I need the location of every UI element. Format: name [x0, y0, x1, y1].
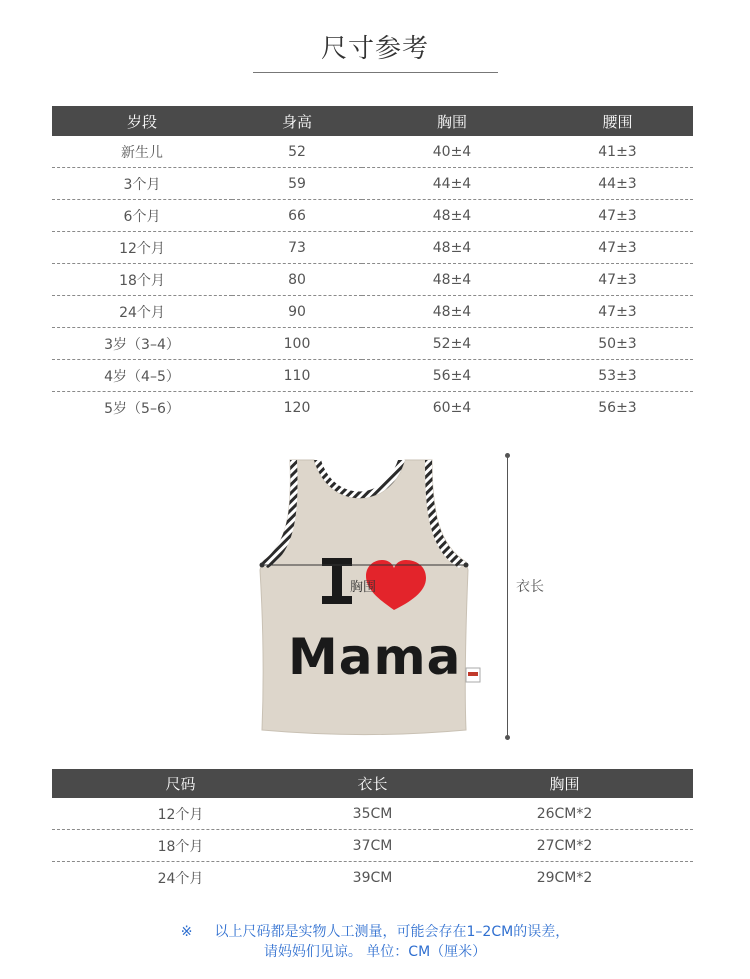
table-row [52, 200, 693, 232]
cell-chest: 48±4 [362, 264, 542, 296]
note-text-2: 请妈妈们见谅。 单位：CM（厘米） [263, 944, 487, 960]
garment-measure-table [52, 769, 693, 893]
cell-waist: 47±3 [542, 264, 693, 296]
table-row [52, 798, 693, 830]
table-row [52, 328, 693, 360]
cell-waist: 56±3 [598, 399, 637, 416]
length-measure-line [507, 455, 508, 737]
cell-waist: 50±3 [542, 328, 693, 360]
table-row [52, 360, 693, 392]
cell-waist: 41±3 [542, 136, 693, 168]
column-header-size: 尺码 [52, 769, 309, 798]
cell-chest: 48±4 [362, 296, 542, 328]
cell-age: 3岁（3–4） [52, 328, 232, 360]
cell-height: 66 [232, 200, 362, 232]
cell-chest: 26CM*2 [436, 798, 693, 830]
cell-size: 12个月 [52, 798, 309, 830]
cell-height: 90 [232, 296, 362, 328]
cell-age: 6个月 [52, 200, 232, 232]
cell-chest: 56±4 [362, 360, 542, 392]
cell-length: 35CM [309, 798, 436, 830]
measurement-note [0, 922, 750, 962]
cell-length: 37CM [309, 830, 436, 862]
print-word-mama: Mama [288, 628, 462, 686]
cell-chest: 60±4 [432, 399, 472, 416]
page-title: 尺寸参考 [320, 34, 429, 64]
cell-height: 73 [232, 232, 362, 264]
column-header-waist: 腰围 [542, 106, 693, 136]
table-row [52, 830, 693, 862]
cell-height: 120 [283, 399, 311, 416]
cell-size: 18个月 [52, 830, 309, 862]
cell-waist: 53±3 [542, 360, 693, 392]
cell-age: 4岁（4–5） [52, 360, 232, 392]
size-chart-table [52, 106, 693, 423]
tank-top-illustration [230, 450, 490, 740]
table-row [52, 862, 693, 894]
cell-height: 100 [232, 328, 362, 360]
cell-chest: 52±4 [362, 328, 542, 360]
cell-waist: 47±3 [542, 296, 693, 328]
title-divider [253, 72, 498, 73]
note-mark: ※ [180, 924, 193, 940]
cell-size: 24个月 [157, 870, 204, 887]
length-bottom-dot [505, 735, 510, 740]
cell-waist: 47±3 [542, 232, 693, 264]
note-text-1: 以上尺码都是实物人工测量，可能会存在1–2CM的误差， [214, 924, 570, 940]
table-header-row [52, 106, 693, 136]
length-top-dot [505, 453, 510, 458]
cell-height: 110 [232, 360, 362, 392]
cell-height: 59 [232, 168, 362, 200]
column-header-length: 衣长 [309, 769, 436, 798]
cell-age: 3个月 [52, 168, 232, 200]
column-header-chest: 胸围 [362, 106, 542, 136]
table-row [52, 232, 693, 264]
cell-waist: 44±3 [542, 168, 693, 200]
cell-length: 39CM [352, 869, 393, 886]
cell-age: 18个月 [52, 264, 232, 296]
cell-chest: 29CM*2 [536, 869, 593, 886]
table-row [52, 264, 693, 296]
note-line-1 [0, 922, 750, 942]
cell-height: 80 [232, 264, 362, 296]
chest-label: 胸围 [350, 580, 377, 595]
table-row [52, 168, 693, 200]
cell-waist: 47±3 [542, 200, 693, 232]
cell-age: 5岁（5–6） [104, 400, 180, 417]
table-row [52, 392, 693, 424]
table-row [52, 136, 693, 168]
cell-age: 12个月 [52, 232, 232, 264]
table-row [52, 296, 693, 328]
cell-age: 24个月 [52, 296, 232, 328]
cell-height: 52 [232, 136, 362, 168]
cell-chest: 44±4 [362, 168, 542, 200]
cell-chest: 27CM*2 [436, 830, 693, 862]
column-header-chest: 胸围 [436, 769, 693, 798]
cell-age: 新生儿 [52, 136, 232, 168]
cell-chest: 48±4 [362, 200, 542, 232]
column-header-age: 岁段 [52, 106, 232, 136]
length-label: 衣长 [516, 579, 544, 595]
table-header-row [52, 769, 693, 798]
column-header-height: 身高 [232, 106, 362, 136]
chest-measure-line [258, 559, 470, 571]
cell-chest: 48±4 [362, 232, 542, 264]
cell-chest: 40±4 [362, 136, 542, 168]
